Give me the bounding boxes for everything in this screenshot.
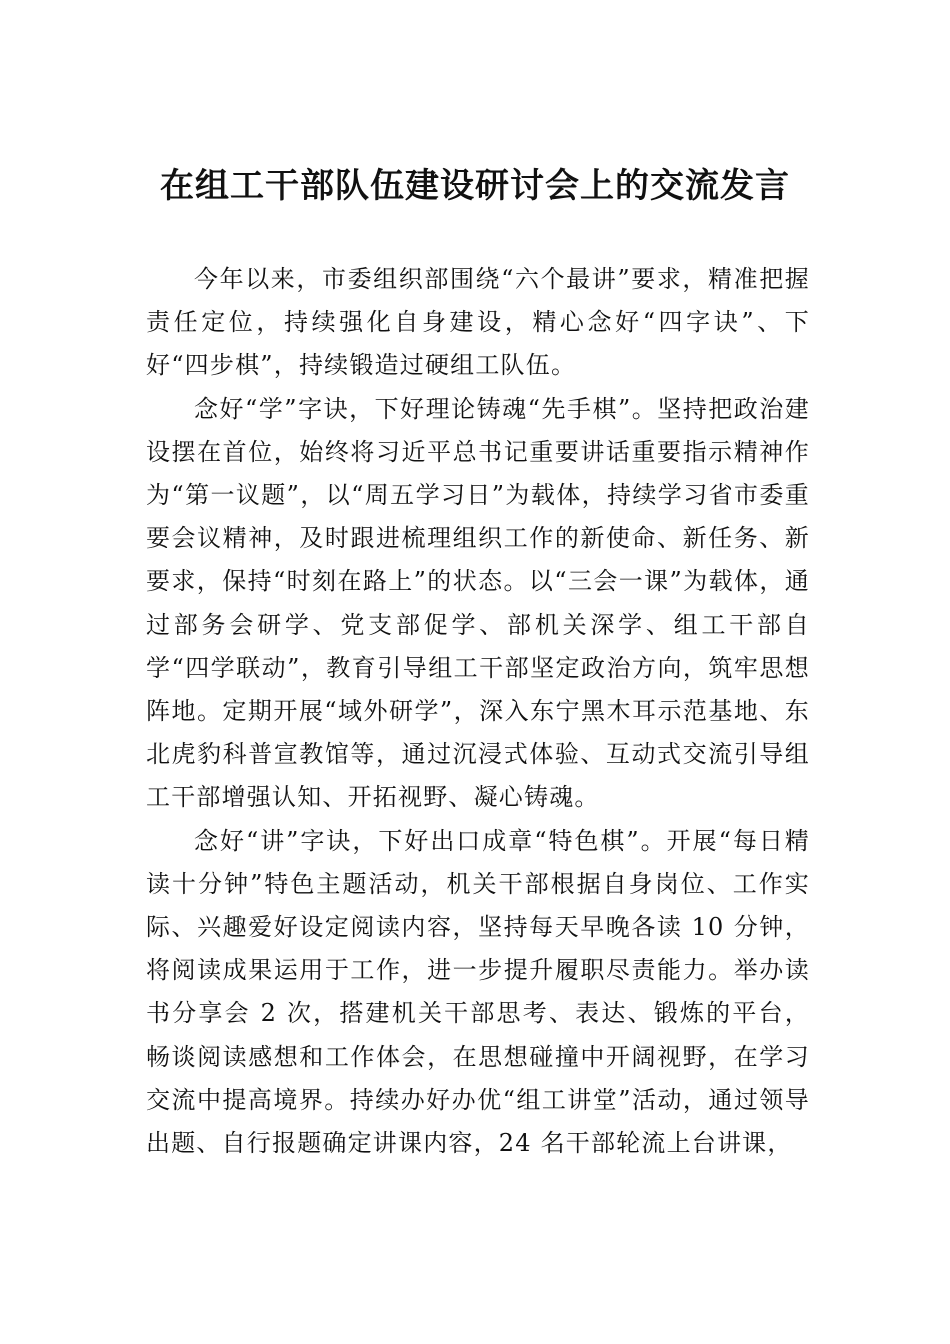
paragraph-intro: 今年以来，市委组织部围绕“六个最讲”要求，精准把握责任定位，持续强化自身建设，精心念好“四字诀”、下好“四步棋”，持续锻造过硬组工队伍。 — [146, 265, 810, 380]
document-body — [146, 258, 810, 1165]
document-title: 在组工干部队伍建设研讨会上的交流发言 — [160, 166, 790, 206]
paragraph-study: 念好“学”字诀，下好理论铸魂“先手棋”。坚持把政治建设摆在首位，始终将习近平总书记重要讲话重要指示精神作为“第一议题”，以“周五学习日”为载体，持续学习省市委重要会议精神，及时跟进梳理组织工作的新使命、新任务、新要求，保持“时刻在路上”的状态。以“三会一课”为载体，通过部务会研学、党支部促学、部机关深学、组工干部自学“四学联动”，教育引导组工干部坚定政治方向，筑牢思想阵地。定期开展“域外研学”，深入东宁黑木耳示范基地、东北虎豹科普宣教馆等，通过沉浸式体验、互动式交流引导组工干部增强认知、开拓视野、凝心铸魂。 — [146, 394, 810, 812]
paragraph-speak: 念好“讲”字诀，下好出口成章“特色棋”。开展“每日精读十分钟”特色主题活动，机关干部根据自身岗位、工作实际、兴趣爱好设定阅读内容，坚持每天早晚各读 10 分钟，将阅读成果运用于工作，进一步提升履职尽责能力。举办读书分享会 2 次，搭建机关干部思考、表达、锻炼的平台，畅谈阅读感想和工作体会，在思想碰撞中开阔视野，在学习交流中提高境界。持续办好办优“组工讲堂”活动，通过领导出题、自行报题确定讲课内容，24 名干部轮流上台讲课， — [146, 826, 810, 1158]
